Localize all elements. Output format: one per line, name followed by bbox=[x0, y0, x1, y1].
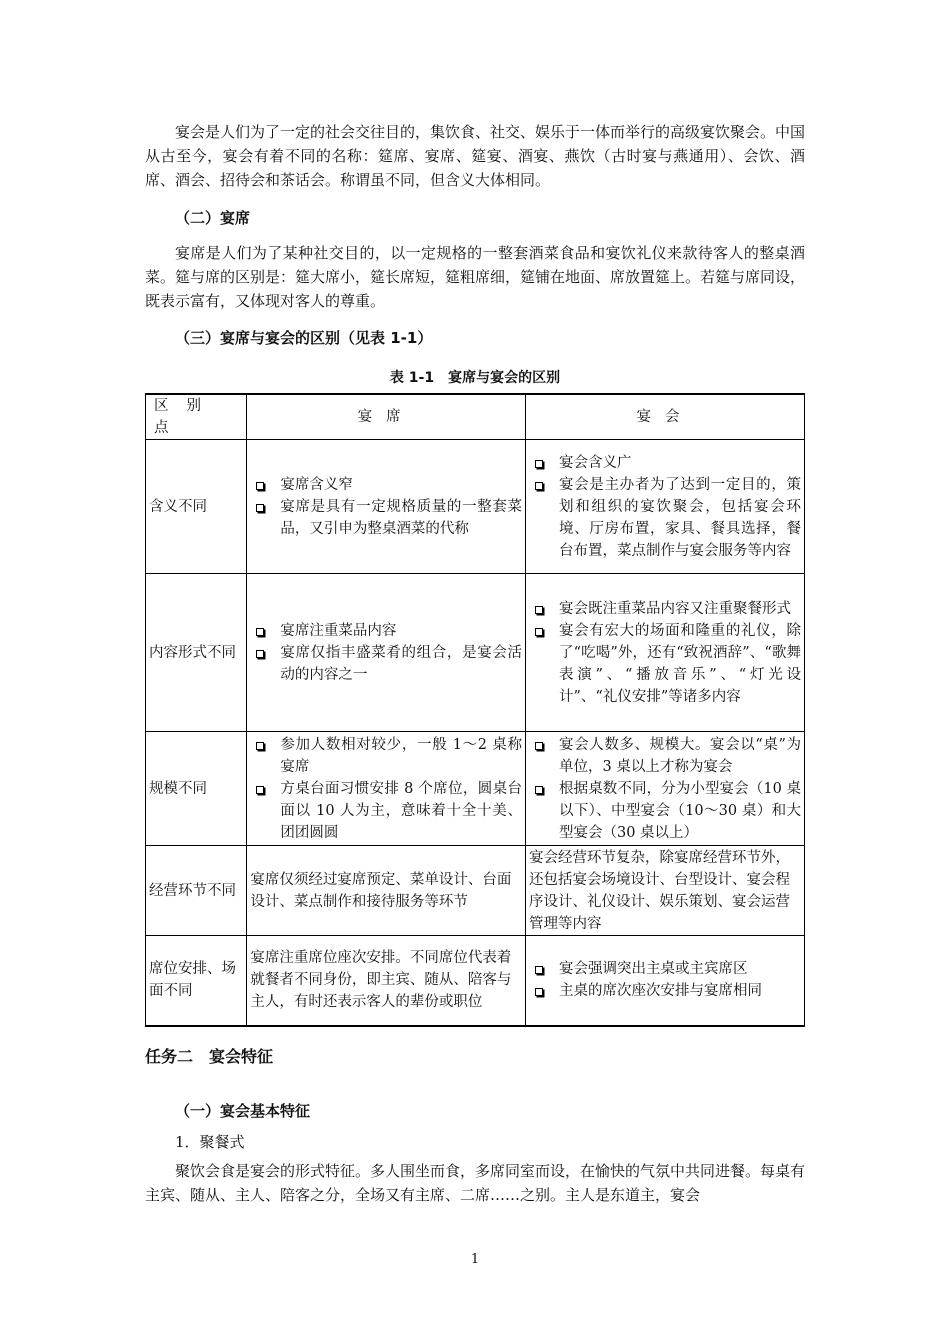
list-item: 宴席仅指丰盛菜肴的组合，是宴会活动的内容之一 bbox=[250, 642, 522, 686]
list-item: 宴会是主办者为了达到一定目的，策划和组织的宴饮聚会，包括宴会环境、厅房布置，家具、餐具选择，餐台布置，菜点制作与宴会服务等内容 bbox=[529, 474, 801, 562]
row-label: 规模不同 bbox=[146, 732, 247, 846]
list-item: 宴会含义广 bbox=[529, 452, 801, 474]
row-label: 席位安排、场面不同 bbox=[146, 936, 247, 1026]
row-label: 含义不同 bbox=[146, 440, 247, 574]
section-heading-task2: 任务二 宴会特征 bbox=[145, 1047, 274, 1066]
list-item: 宴席注重菜品内容 bbox=[250, 620, 522, 642]
table-row bbox=[146, 574, 805, 732]
yanhui-cell bbox=[526, 440, 805, 574]
list-item: 根据桌数不同，分为小型宴会（10 桌以下）、中型宴会（10～30 桌）和大型宴会（30 桌以上） bbox=[529, 778, 801, 844]
header-diff-point: 区别点 bbox=[146, 394, 247, 440]
table-row bbox=[146, 732, 805, 846]
list-item: 宴会既注重菜品内容又注重聚餐形式 bbox=[529, 598, 801, 620]
page-number: 1 bbox=[470, 1252, 480, 1267]
table-header-row bbox=[146, 394, 805, 440]
heading-difference: （三）宴席与宴会的区别（见表 1-1） bbox=[175, 329, 433, 347]
list-item: 参加人数相对较少，一般 1～2 桌称宴席 bbox=[250, 734, 522, 778]
row-label: 经营环节不同 bbox=[146, 846, 247, 936]
comparison-table bbox=[145, 393, 805, 1027]
yanhui-cell bbox=[526, 574, 805, 732]
yanxi-cell: 宴席注重席位座次安排。不同席位代表着就餐者不同身份，即主宾、随从、陪客与主人，有时还表示客人的辈份或职位 bbox=[247, 936, 526, 1026]
paragraph-yanxi-definition: 宴席是人们为了某种社交目的，以一定规格的一整套酒菜食品和宴饮礼仪来款待客人的整桌酒菜。筵与席的区别是：筵大席小，筵长席短，筵粗席细，筵铺在地面、席放置筵上。若筵与席同设，既表示富有，又体现对客人的尊重。 bbox=[145, 244, 806, 310]
table-caption: 表 1-1 宴席与宴会的区别 bbox=[389, 370, 561, 386]
list-item: 宴会人数多、规模大。宴会以“桌”为单位，3 桌以上才称为宴会 bbox=[529, 734, 801, 778]
yanhui-cell bbox=[526, 732, 805, 846]
yanxi-cell bbox=[247, 574, 526, 732]
list-item: 主桌的席次座次安排与宴席相同 bbox=[529, 980, 801, 1002]
list-item: 宴席是具有一定规格质量的一整套菜品，又引申为整桌酒菜的代称 bbox=[250, 496, 522, 540]
header-yanhui: 宴会 bbox=[526, 394, 805, 440]
list-item: 宴会有宏大的场面和隆重的礼仪，除了“吃喝”外，还有“致祝酒辞”、“歌舞表演”、“播放音乐”、“灯光设计”、“礼仪安排”等诸多内容 bbox=[529, 620, 801, 708]
yanxi-cell: 宴席仅须经过宴席预定、菜单设计、台面设计、菜点制作和接待服务等环节 bbox=[247, 846, 526, 936]
yanxi-cell bbox=[247, 440, 526, 574]
yanxi-cell bbox=[247, 732, 526, 846]
list-item: 宴席含义窄 bbox=[250, 474, 522, 496]
table-row bbox=[146, 846, 805, 936]
row-label: 内容形式不同 bbox=[146, 574, 247, 732]
item-heading-dining: 1．聚餐式 bbox=[175, 1133, 245, 1151]
heading-basic-features: （一）宴会基本特征 bbox=[175, 1102, 311, 1120]
yanhui-cell: 宴会经营环节复杂，除宴席经营环节外，还包括宴会场境设计、台型设计、宴会程序设计、礼仪设计、娱乐策划、宴会运营管理等内容 bbox=[526, 846, 805, 936]
heading-yanxi: （二）宴席 bbox=[175, 209, 251, 227]
header-yanxi: 宴席 bbox=[247, 394, 526, 440]
list-item: 宴会强调突出主桌或主宾席区 bbox=[529, 958, 801, 980]
table-row bbox=[146, 936, 805, 1026]
list-item: 方桌台面习惯安排 8 个席位，圆桌台面以 10 人为主，意味着十全十美、团团圆圆 bbox=[250, 778, 522, 844]
paragraph-dining-feature: 聚饮会食是宴会的形式特征。多人围坐而食，多席同室而设，在愉快的气氛中共同进餐。每桌有主宾、随从、主人、陪客之分，全场又有主席、二席……之别。主人是东道主，宴会 bbox=[145, 1162, 806, 1204]
paragraph-banquet-definition: 宴会是人们为了一定的社会交往目的，集饮食、社交、娱乐于一体而举行的高级宴饮聚会。中国从古至今，宴会有着不同的名称：筵席、宴席、筵宴、酒宴、燕饮（古时宴与燕通用）、会饮、酒席、酒会、招待会和茶话会。称谓虽不同，但含义大体相同。 bbox=[145, 123, 806, 189]
table-row bbox=[146, 440, 805, 574]
yanhui-cell bbox=[526, 936, 805, 1026]
